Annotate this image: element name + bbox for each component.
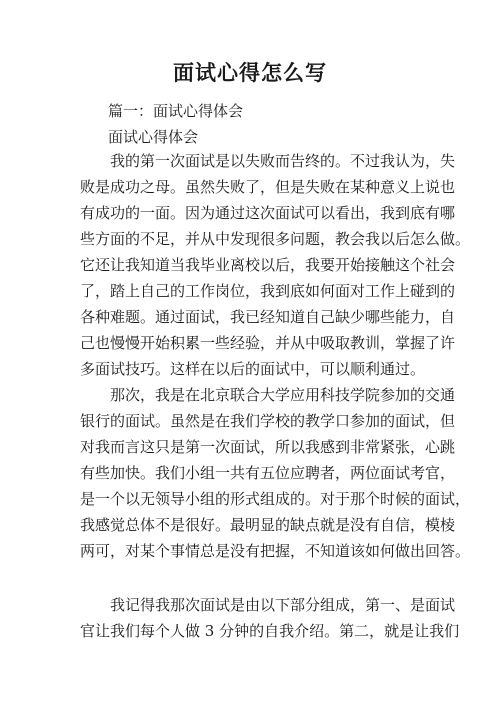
text-line: 些方面的不足，并从中发现很多问题，教会我以后怎么做。	[80, 230, 471, 248]
text-line: 银行的面试。虽然是在我们学校的教学口参加的面试，但	[80, 412, 456, 430]
text-line: 败是成功之母。虽然失败了，但是失败在某种意义上说也	[80, 178, 456, 196]
text-line: 我的第一次面试是以失败而告终的。不过我认为，失	[80, 152, 456, 170]
text-line: 我记得我那次面试是由以下部分组成，第一、是面试	[80, 596, 456, 614]
text-line: 它还让我知道当我毕业离校以后，我要开始接触这个社会	[80, 256, 456, 274]
text-line: 多面试技巧。这样在以后的面试中，可以顺利通过。	[80, 360, 426, 378]
section-heading: 篇一：面试心得体会	[108, 102, 244, 120]
paragraph-1	[80, 148, 471, 382]
paragraph-3	[80, 592, 460, 644]
document-title: 面试心得怎么写	[173, 60, 327, 85]
text-line: 己也慢慢开始积累一些经验，并从中吸取教训，掌握了许	[80, 334, 456, 352]
text-line: 是一个以无领导小组的形式组成的。对于那个时候的面试，	[80, 490, 471, 508]
text-line: 各种难题。通过面试，我已经知道自己缺少哪些能力，自	[80, 308, 456, 326]
text-line: 那次，我是在北京联合大学应用科技学院参加的交通	[80, 386, 456, 404]
text-line: 了，踏上自己的工作岗位，我到底如何面对工作上碰到的	[80, 282, 456, 300]
text-line: 我感觉总体不是很好。最明显的缺点就是没有自信，模棱	[80, 516, 456, 534]
text-line: 官让我们每个人做 3 分钟的自我介绍。第二，就是让我们	[80, 622, 460, 640]
text-line: 有成功的一面。因为通过这次面试可以看出，我到底有哪	[80, 204, 456, 222]
sub-heading: 面试心得体会	[108, 128, 199, 146]
text-line: 有些加快。我们小组一共有五位应聘者，两位面试考官，	[80, 464, 456, 482]
text-line: 对我而言这只是第一次面试，所以我感到非常紧张，心跳	[80, 438, 456, 456]
text-line: 两可，对某个事情总是没有把握，不知道该如何做出回答。	[80, 542, 471, 560]
paragraph-2	[80, 382, 471, 564]
